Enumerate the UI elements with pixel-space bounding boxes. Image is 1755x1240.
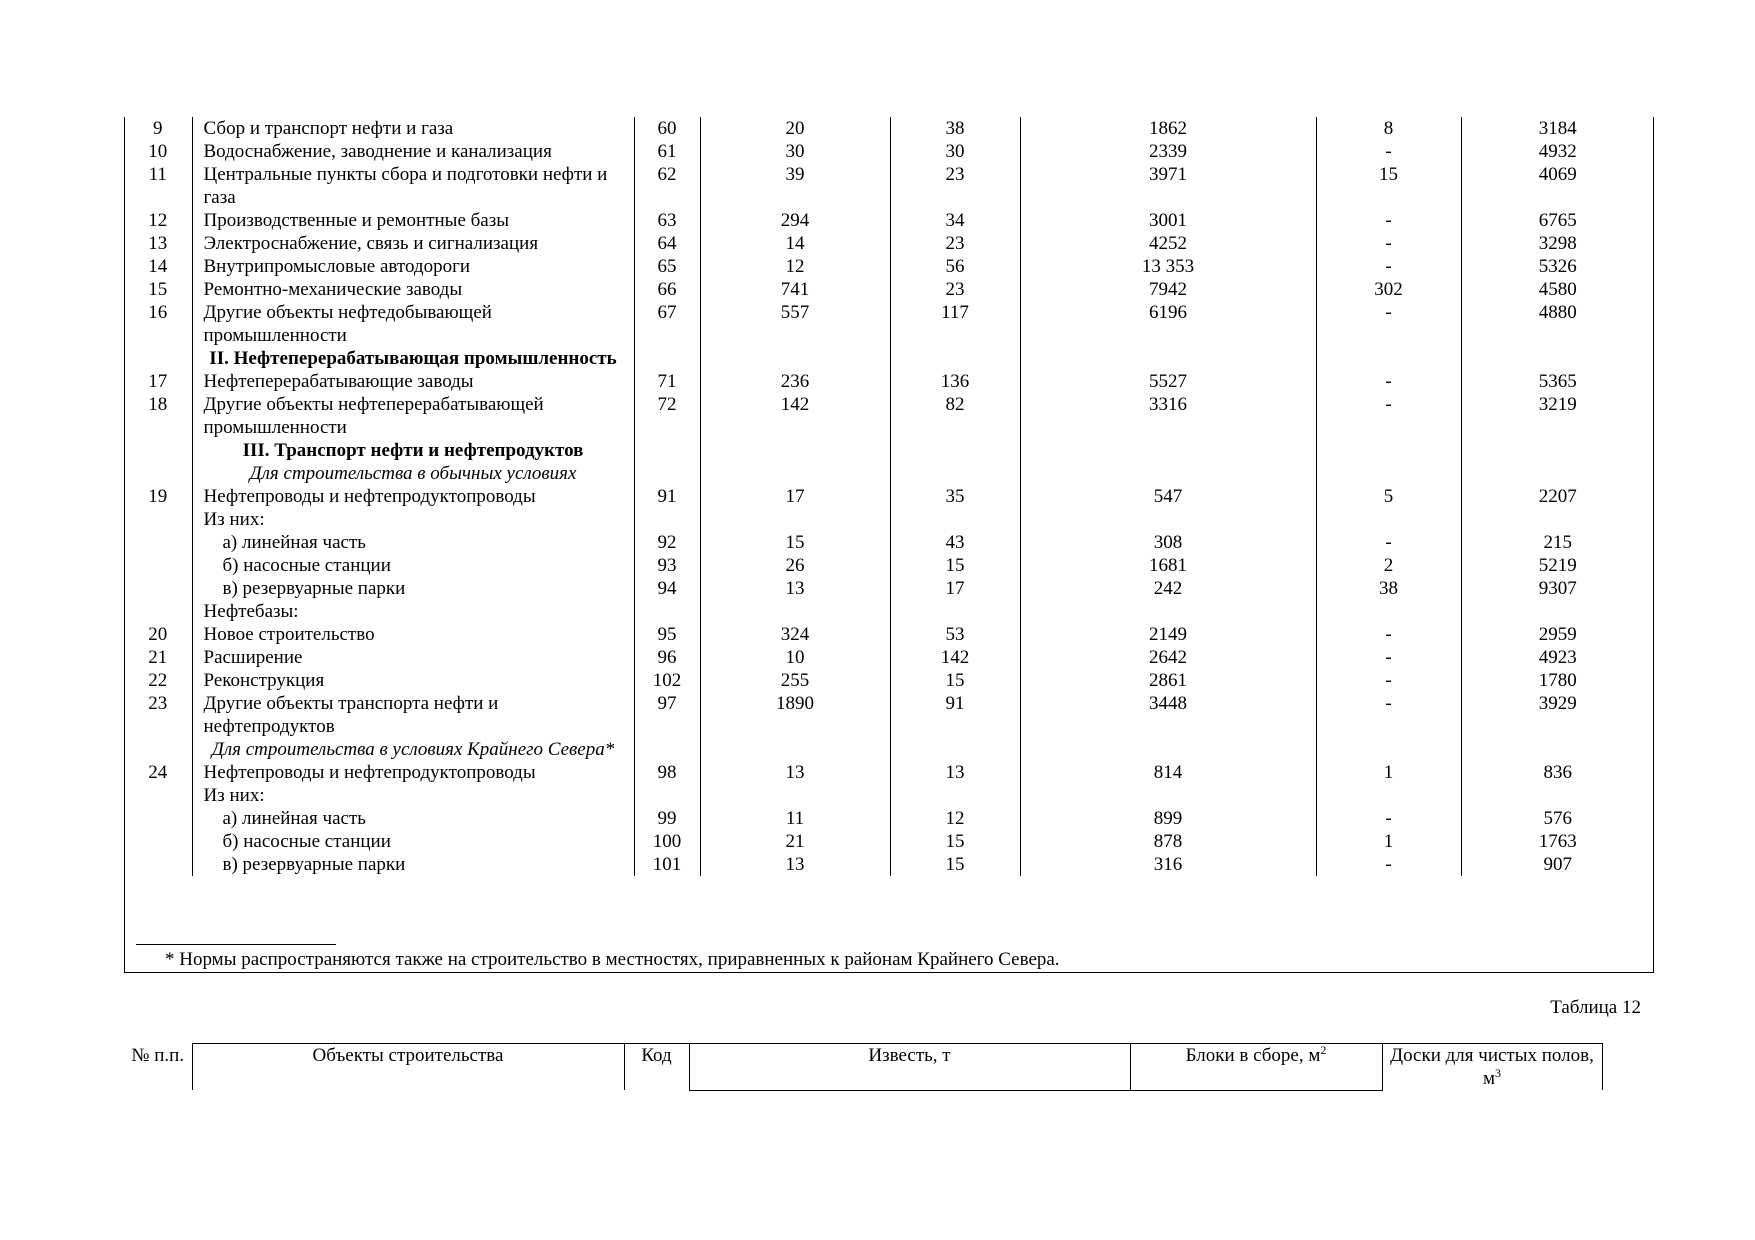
- cell-object-name: б) насосные станции: [192, 830, 634, 853]
- cell-object-name: а) линейная часть: [192, 807, 634, 830]
- cell-c2: [890, 600, 1020, 623]
- cell-code: 71: [634, 370, 700, 393]
- table-row: [124, 531, 1654, 554]
- table-row: [124, 830, 1654, 853]
- cell-c4: 302: [1316, 278, 1461, 301]
- cell-empty: [1316, 439, 1461, 462]
- cell-c3: 4252: [1020, 232, 1316, 255]
- cell-c4: 8: [1316, 117, 1461, 140]
- table-row: [124, 209, 1654, 232]
- table-row: [124, 255, 1654, 278]
- cell-c4: -: [1316, 853, 1461, 876]
- cell-object-name: Реконструкция: [192, 669, 634, 692]
- cell-empty: [890, 439, 1020, 462]
- cell-code: 91: [634, 485, 700, 508]
- cell-empty: [1316, 462, 1461, 485]
- cell-c3: 3971: [1020, 163, 1316, 209]
- cell-c1: 39: [700, 163, 890, 209]
- table-row: [124, 163, 1654, 209]
- cell-object-name: Электроснабжение, связь и сигнализация: [192, 232, 634, 255]
- cell-empty: [1461, 462, 1654, 485]
- norms-table: [124, 117, 1654, 876]
- cell-object-name: а) линейная часть: [192, 531, 634, 554]
- cell-c3: 2861: [1020, 669, 1316, 692]
- cell-c2: 30: [890, 140, 1020, 163]
- cell-c5: 4580: [1461, 278, 1654, 301]
- cell-c1: 30: [700, 140, 890, 163]
- cell-c5: 215: [1461, 531, 1654, 554]
- cell-number: 13: [148, 233, 168, 254]
- cell-c2: 13: [890, 761, 1020, 784]
- cell-empty: [634, 439, 700, 462]
- cell-empty: [700, 439, 890, 462]
- table-row: [124, 347, 1654, 370]
- col-header-boards-text: Доски для чистых полов, м: [1390, 1045, 1594, 1089]
- cell-c3: 1862: [1020, 117, 1316, 140]
- cell-c2: 142: [890, 646, 1020, 669]
- cell-c2: 91: [890, 692, 1020, 738]
- footnote-separator: [136, 944, 336, 945]
- cell-c4: -: [1316, 669, 1461, 692]
- cell-object-name: Сбор и транспорт нефти и газа: [192, 117, 634, 140]
- cell-number: 22: [148, 670, 168, 691]
- cell-empty: [890, 347, 1020, 370]
- cell-c5: 4932: [1461, 140, 1654, 163]
- cell-c1: [700, 508, 890, 531]
- cell-number: [124, 531, 192, 554]
- cell-c5: 3219: [1461, 393, 1654, 439]
- cell-c5: 836: [1461, 761, 1654, 784]
- cell-c4: -: [1316, 301, 1461, 347]
- subsection-heading: Для строительства в условиях Крайнего Севера*: [192, 738, 634, 761]
- table-row: [124, 393, 1654, 439]
- cell-c4: 2: [1316, 554, 1461, 577]
- cell-empty: [1020, 738, 1316, 761]
- cell-code: 102: [634, 669, 700, 692]
- cell-number: 24: [148, 762, 168, 783]
- cell-c1: 1890: [700, 692, 890, 738]
- cell-code: 98: [634, 761, 700, 784]
- cell-c5: 5365: [1461, 370, 1654, 393]
- cell-object-name: в) резервуарные парки: [192, 853, 634, 876]
- col-header-boards-sup: 3: [1495, 1066, 1502, 1080]
- cell-empty: [890, 462, 1020, 485]
- cell-code: 92: [634, 531, 700, 554]
- cell-c3: 899: [1020, 807, 1316, 830]
- cell-c3: 2642: [1020, 646, 1316, 669]
- col-header-objects: Объекты строительства: [192, 1044, 624, 1091]
- cell-c2: 15: [890, 669, 1020, 692]
- cell-c5: 2207: [1461, 485, 1654, 508]
- cell-number: [124, 462, 192, 485]
- cell-code: 95: [634, 623, 700, 646]
- cell-c4: -: [1316, 646, 1461, 669]
- cell-c2: 15: [890, 853, 1020, 876]
- cell-number: 10: [148, 141, 168, 162]
- col-header-lime: Известь, т: [689, 1044, 1130, 1091]
- cell-number: 15: [148, 279, 168, 300]
- cell-code: 65: [634, 255, 700, 278]
- cell-c1: 12: [700, 255, 890, 278]
- cell-c1: 11: [700, 807, 890, 830]
- cell-c2: 35: [890, 485, 1020, 508]
- cell-number: [124, 347, 192, 370]
- cell-c2: 117: [890, 301, 1020, 347]
- cell-empty: [634, 462, 700, 485]
- cell-c5: 5219: [1461, 554, 1654, 577]
- cell-object-name: Водоснабжение, заводнение и канализация: [192, 140, 634, 163]
- cell-empty: [700, 347, 890, 370]
- cell-number: [124, 738, 192, 761]
- cell-c1: 255: [700, 669, 890, 692]
- col-header-blocks: [1130, 1044, 1382, 1091]
- cell-c5: 1780: [1461, 669, 1654, 692]
- table-row: [124, 761, 1654, 784]
- cell-empty: [634, 738, 700, 761]
- col-header-blocks-text: Блоки в сборе, м: [1185, 1045, 1321, 1066]
- cell-c4: -: [1316, 140, 1461, 163]
- cell-object-name: Центральные пункты сбора и подготовки нефти и газа: [192, 163, 634, 209]
- cell-number: [124, 853, 192, 876]
- cell-code: 61: [634, 140, 700, 163]
- table-row: [124, 232, 1654, 255]
- cell-number: 14: [148, 256, 168, 277]
- cell-c5: 2959: [1461, 623, 1654, 646]
- cell-empty: [890, 738, 1020, 761]
- cell-c4: 1: [1316, 761, 1461, 784]
- cell-c3: 316: [1020, 853, 1316, 876]
- table-row: [124, 117, 1654, 140]
- cell-c2: 43: [890, 531, 1020, 554]
- cell-number: 17: [148, 371, 168, 392]
- cell-code: 96: [634, 646, 700, 669]
- cell-c3: 1681: [1020, 554, 1316, 577]
- table-row: [124, 462, 1654, 485]
- cell-empty: [1020, 439, 1316, 462]
- cell-number: [124, 439, 192, 462]
- cell-c4: -: [1316, 370, 1461, 393]
- cell-c1: 17: [700, 485, 890, 508]
- table-row: [124, 439, 1654, 462]
- cell-c1: 13: [700, 577, 890, 600]
- cell-object-name: Новое строительство: [192, 623, 634, 646]
- cell-c3: 13 353: [1020, 255, 1316, 278]
- cell-object-name: в) резервуарные парки: [192, 577, 634, 600]
- table-row: [124, 807, 1654, 830]
- cell-c5: 3184: [1461, 117, 1654, 140]
- cell-c1: [700, 784, 890, 807]
- cell-c3: [1020, 600, 1316, 623]
- cell-c5: 9307: [1461, 577, 1654, 600]
- cell-number: 21: [148, 647, 168, 668]
- table-row: [124, 485, 1654, 508]
- cell-c4: -: [1316, 531, 1461, 554]
- cell-c1: 13: [700, 853, 890, 876]
- table-row: [124, 784, 1654, 807]
- table-12-header: [124, 1043, 1603, 1091]
- cell-c2: 12: [890, 807, 1020, 830]
- cell-empty: [1461, 738, 1654, 761]
- cell-c4: 1: [1316, 830, 1461, 853]
- cell-empty: [700, 738, 890, 761]
- cell-number: [124, 508, 192, 531]
- cell-c1: [700, 600, 890, 623]
- footnote: * Нормы распространяются также на строительство в местностях, приравненных к районам Крайнего Севера.: [165, 949, 1060, 970]
- cell-number: 16: [148, 302, 168, 323]
- cell-c5: 4923: [1461, 646, 1654, 669]
- cell-empty: [1020, 347, 1316, 370]
- cell-c4: 15: [1316, 163, 1461, 209]
- cell-c3: 547: [1020, 485, 1316, 508]
- table-row: [124, 577, 1654, 600]
- cell-code: [634, 784, 700, 807]
- cell-number: 18: [148, 394, 168, 415]
- cell-code: 64: [634, 232, 700, 255]
- cell-number: [124, 554, 192, 577]
- cell-c4: 38: [1316, 577, 1461, 600]
- cell-c1: 15: [700, 531, 890, 554]
- cell-c4: -: [1316, 692, 1461, 738]
- table-row: [124, 600, 1654, 623]
- cell-c4: [1316, 508, 1461, 531]
- cell-number: [124, 577, 192, 600]
- col-header-number: № п.п.: [131, 1044, 185, 1066]
- cell-number: [124, 784, 192, 807]
- cell-empty: [1461, 439, 1654, 462]
- cell-object-name: Производственные и ремонтные базы: [192, 209, 634, 232]
- cell-c2: 17: [890, 577, 1020, 600]
- cell-c2: 53: [890, 623, 1020, 646]
- cell-code: 100: [634, 830, 700, 853]
- cell-c2: [890, 508, 1020, 531]
- cell-c3: 3001: [1020, 209, 1316, 232]
- table-row: [124, 623, 1654, 646]
- cell-c1: 236: [700, 370, 890, 393]
- table-row: [124, 646, 1654, 669]
- cell-c1: 26: [700, 554, 890, 577]
- cell-object-name: Внутрипромысловые автодороги: [192, 255, 634, 278]
- col-header-boards: [1382, 1044, 1602, 1091]
- table-body: [124, 117, 1654, 876]
- cell-c5: 6765: [1461, 209, 1654, 232]
- cell-number: 9: [153, 118, 163, 139]
- cell-number: 11: [148, 164, 167, 185]
- cell-c2: 38: [890, 117, 1020, 140]
- cell-c1: 741: [700, 278, 890, 301]
- cell-c4: 5: [1316, 485, 1461, 508]
- cell-c5: 576: [1461, 807, 1654, 830]
- cell-number: 20: [148, 624, 168, 645]
- cell-object-name: Ремонтно-механические заводы: [192, 278, 634, 301]
- cell-number: [124, 600, 192, 623]
- cell-c1: 294: [700, 209, 890, 232]
- cell-number: 12: [148, 210, 168, 231]
- cell-code: 94: [634, 577, 700, 600]
- table-row: [124, 370, 1654, 393]
- cell-c2: 15: [890, 830, 1020, 853]
- cell-c2: 23: [890, 232, 1020, 255]
- table-row: [124, 853, 1654, 876]
- table-row: [124, 738, 1654, 761]
- cell-empty: [1461, 347, 1654, 370]
- subsection-heading: Для строительства в обычных условиях: [192, 462, 634, 485]
- cell-c4: -: [1316, 623, 1461, 646]
- cell-c5: 907: [1461, 853, 1654, 876]
- cell-c2: 15: [890, 554, 1020, 577]
- cell-c5: 3929: [1461, 692, 1654, 738]
- cell-code: [634, 600, 700, 623]
- cell-c2: [890, 784, 1020, 807]
- cell-c5: 4069: [1461, 163, 1654, 209]
- cell-c3: 7942: [1020, 278, 1316, 301]
- cell-c2: 136: [890, 370, 1020, 393]
- cell-c4: -: [1316, 209, 1461, 232]
- cell-object-name: Другие объекты нефтедобывающей промышленности: [192, 301, 634, 347]
- cell-c3: 308: [1020, 531, 1316, 554]
- cell-c2: 23: [890, 163, 1020, 209]
- cell-c2: 56: [890, 255, 1020, 278]
- cell-c3: 6196: [1020, 301, 1316, 347]
- cell-code: 63: [634, 209, 700, 232]
- cell-object-name: Из них:: [192, 784, 634, 807]
- cell-c5: [1461, 508, 1654, 531]
- cell-c3: 814: [1020, 761, 1316, 784]
- cell-object-name: Другие объекты транспорта нефти и нефтепродуктов: [192, 692, 634, 738]
- cell-object-name: Расширение: [192, 646, 634, 669]
- cell-object-name: Нефтепроводы и нефтепродуктопроводы: [192, 761, 634, 784]
- table-caption: Таблица 12: [1550, 997, 1641, 1018]
- cell-c5: 5326: [1461, 255, 1654, 278]
- cell-object-name: Нефтепроводы и нефтепродуктопроводы: [192, 485, 634, 508]
- cell-code: [634, 508, 700, 531]
- table-row: [124, 301, 1654, 347]
- cell-c4: [1316, 784, 1461, 807]
- cell-code: 62: [634, 163, 700, 209]
- cell-empty: [1316, 738, 1461, 761]
- cell-c3: [1020, 784, 1316, 807]
- section-heading: III. Транспорт нефти и нефтепродуктов: [192, 439, 634, 462]
- cell-c2: 34: [890, 209, 1020, 232]
- cell-c1: 14: [700, 232, 890, 255]
- cell-c4: -: [1316, 393, 1461, 439]
- cell-c5: 3298: [1461, 232, 1654, 255]
- cell-c4: [1316, 600, 1461, 623]
- cell-c3: 5527: [1020, 370, 1316, 393]
- table-row: [124, 554, 1654, 577]
- cell-empty: [700, 462, 890, 485]
- cell-c1: 21: [700, 830, 890, 853]
- table-row: [124, 692, 1654, 738]
- cell-c1: 142: [700, 393, 890, 439]
- cell-object-name: Другие объекты нефтеперерабатывающей промышленности: [192, 393, 634, 439]
- cell-c3: 242: [1020, 577, 1316, 600]
- cell-c5: 4880: [1461, 301, 1654, 347]
- cell-code: 93: [634, 554, 700, 577]
- cell-c4: -: [1316, 255, 1461, 278]
- cell-c3: 878: [1020, 830, 1316, 853]
- cell-c4: -: [1316, 807, 1461, 830]
- cell-c2: 23: [890, 278, 1020, 301]
- cell-code: 72: [634, 393, 700, 439]
- cell-object-name: Нефтеперерабатывающие заводы: [192, 370, 634, 393]
- cell-number: [124, 807, 192, 830]
- cell-code: 67: [634, 301, 700, 347]
- cell-c1: 20: [700, 117, 890, 140]
- cell-code: 66: [634, 278, 700, 301]
- table-row: [124, 669, 1654, 692]
- section-heading: II. Нефтеперерабатывающая промышленность: [192, 347, 634, 370]
- cell-c1: 557: [700, 301, 890, 347]
- cell-empty: [1020, 462, 1316, 485]
- cell-object-name: б) насосные станции: [192, 554, 634, 577]
- cell-c3: 2339: [1020, 140, 1316, 163]
- table-row: [124, 278, 1654, 301]
- cell-code: 60: [634, 117, 700, 140]
- cell-number: 23: [148, 693, 168, 714]
- cell-c3: 2149: [1020, 623, 1316, 646]
- cell-c3: 3316: [1020, 393, 1316, 439]
- cell-code: 99: [634, 807, 700, 830]
- cell-c5: [1461, 600, 1654, 623]
- cell-c1: 324: [700, 623, 890, 646]
- cell-number: 19: [148, 486, 168, 507]
- table-row: [124, 508, 1654, 531]
- cell-c3: 3448: [1020, 692, 1316, 738]
- cell-object-name: Нефтебазы:: [192, 600, 634, 623]
- col-header-code: Код: [624, 1044, 689, 1091]
- cell-number: [124, 830, 192, 853]
- cell-c2: 82: [890, 393, 1020, 439]
- cell-code: 97: [634, 692, 700, 738]
- table-row: [124, 140, 1654, 163]
- cell-empty: [634, 347, 700, 370]
- cell-c5: [1461, 784, 1654, 807]
- cell-c1: 13: [700, 761, 890, 784]
- cell-empty: [1316, 347, 1461, 370]
- cell-c4: -: [1316, 232, 1461, 255]
- cell-code: 101: [634, 853, 700, 876]
- cell-object-name: Из них:: [192, 508, 634, 531]
- cell-c1: 10: [700, 646, 890, 669]
- cell-c3: [1020, 508, 1316, 531]
- cell-c5: 1763: [1461, 830, 1654, 853]
- col-header-blocks-sup: 2: [1320, 1043, 1327, 1057]
